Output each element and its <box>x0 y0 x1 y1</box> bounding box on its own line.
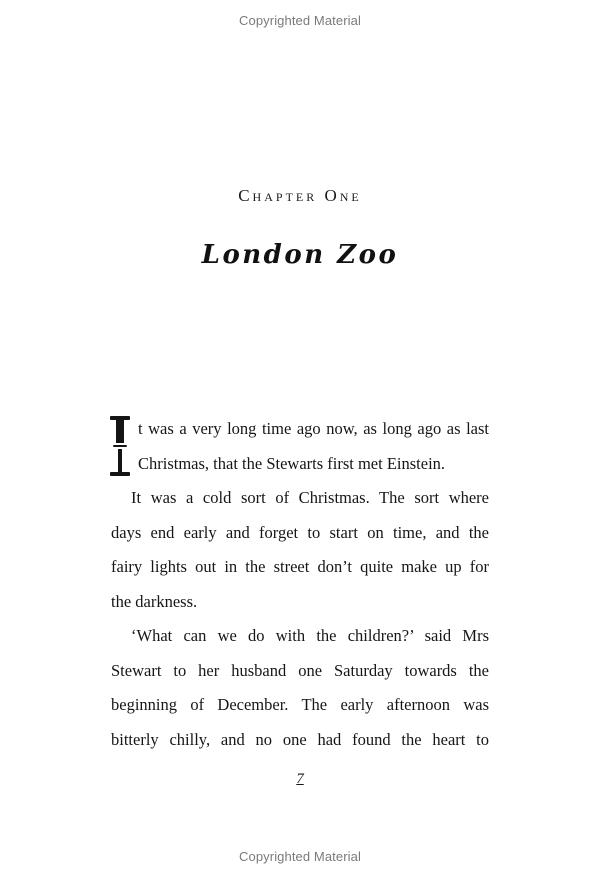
dropcap-letter <box>110 416 130 476</box>
paragraph-line: Christmas, that the Stewarts first met Einstein. <box>138 453 446 473</box>
paragraph-line: ‘What can we do with the children?’ said Mrs <box>131 626 489 645</box>
paragraph-line: It was a cold sort of Christmas. The sort where <box>131 488 489 507</box>
paragraph-line: beginning of December. The early afternoon was <box>111 695 489 714</box>
paragraph-line: days end early and forget to start on time, and the <box>111 522 489 542</box>
body-text <box>111 412 489 757</box>
paragraph-line: bitterly chilly, and no one had found the heart to <box>111 729 489 749</box>
chapter-label: Chapter One <box>238 186 362 205</box>
paragraph-line: fairy lights out in the street don’t quite make up for <box>111 557 489 576</box>
chapter-title: London Zoo <box>201 240 399 270</box>
paragraph-line: the darkness. <box>111 591 198 611</box>
page-number: 7 <box>296 771 304 787</box>
copyright-watermark-bottom: Copyrighted Material <box>239 849 361 864</box>
copyright-watermark-top: Copyrighted Material <box>239 13 361 28</box>
paragraph-line: t was a very long time ago now, as long ago as last <box>138 419 489 438</box>
paragraph-line: Stewart to her husband one Saturday towards the <box>111 660 489 680</box>
